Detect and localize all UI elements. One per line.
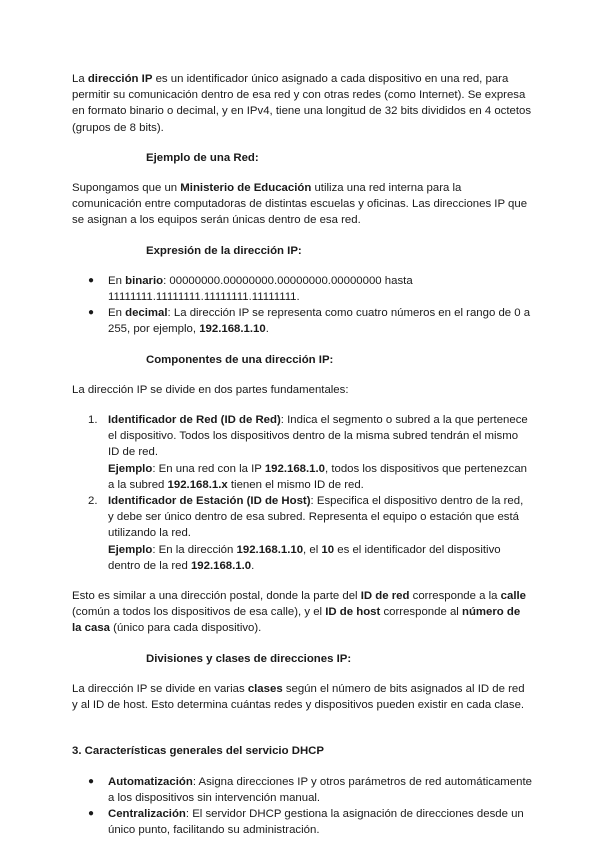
item-definition [108,412,532,461]
analogy-term: ID de host [325,606,381,619]
components-intro: La dirección IP se divide en dos partes fundamentales: [72,383,349,396]
item-term: 192.168.1.x [167,478,228,491]
item-term: 192.168.1.10 [236,543,304,556]
list-item [72,806,532,838]
item-definition [108,493,532,542]
example-heading: Ejemplo de una Red: [146,151,259,164]
analogy-text: corresponde a la [409,590,501,603]
item-term: 192.168.1.0 [264,462,326,475]
list-item [72,493,532,574]
item-text: En [108,274,126,287]
analogy-text: (común a todos los dispositivos de esa calle), y el [72,606,326,619]
intro-paragraph [72,71,532,136]
classes-paragraph [72,681,532,713]
intro-term: dirección IP [87,73,153,85]
number-marker: 2. [88,495,98,508]
example-label: Ejemplo [108,543,153,556]
item-text: : Indica el segmento o subred a la que pertenece el dispositivo. Todos los dispositivos dentro de la misma subred tendrán el mismo ID de red. [108,414,528,459]
item-text: . [251,559,255,572]
analogy-text: corresponde al [380,606,462,619]
example-text: Supongamos que un [72,182,181,195]
example-term: Ministerio de Educación [180,182,312,195]
item-text: , el [303,543,322,556]
intro-text: es un identificador único asignado a cada dispositivo en una red, para permitir su comunicación dentro de esa red y con otras redes (como Internet). Se expresa en formato binario o decimal, y en IPv4, tiene una longitud de 32 bits divididos en 4 octetos (grupos de 8 bits). [72,73,532,134]
example-label: Ejemplo [108,462,153,475]
classes-term: clases [247,682,283,695]
item-text: : En la dirección [152,543,237,556]
analogy-text: Esto es similar a una dirección postal, donde la parte del [72,590,361,603]
bullet-marker: ● [88,307,95,319]
components-list [72,412,532,574]
item-example [108,542,532,574]
item-term: decimal [125,307,168,320]
item-text: En [108,307,126,320]
item-term: Centralización [108,807,186,820]
expression-heading: Expresión de la dirección IP: [146,244,302,257]
item-example [108,461,532,493]
classes-text: La dirección IP se divide en varias [72,682,248,695]
dhcp-features-list [72,774,532,839]
list-item [72,305,532,337]
item-term: Identificador de Red (ID de Red) [108,414,281,427]
item-text: es el identificador del dispositivo dentro de la red [108,543,501,572]
item-term: 192.168.1.10 [199,323,266,336]
dhcp-section-title: 3. Características generales del servicio DHCP [72,745,324,758]
analogy-term: calle [500,590,527,603]
item-text: : El servidor DHCP gestiona la asignación de direcciones desde un único punto, facilitando su administración. [108,807,524,837]
item-text: : Asigna direcciones IP y otros parámetros de red automáticamente a los dispositivos sin intervención manual. [108,775,532,804]
expression-list [72,273,532,338]
item-text: . [265,323,269,336]
item-term: 10 [321,543,335,556]
list-item [72,412,532,493]
example-text: utiliza una red interna para la comunicación entre computadoras de distintas escuelas y oficinas. Las direcciones IP que se asignan a los equipos serán únicas dentro de esa red. [72,182,528,227]
example-paragraph [72,180,532,229]
list-item [72,774,532,806]
analogy-paragraph [72,588,532,637]
list-item [72,273,532,305]
components-heading: Componentes de una dirección IP: [146,353,334,366]
document-page [72,71,532,852]
analogy-text: (único para cada dispositivo). [110,622,262,635]
item-text: : 00000000.00000000.00000000.00000000 hasta 11111111.11111111.11111111.11111111. [108,274,413,304]
number-marker: 1. [88,414,98,427]
item-text: : Especifica el dispositivo dentro de la red, y debe ser único dentro de esa subred. Representa el equipo o estación que está utilizando la red. [108,495,524,540]
classes-heading: Divisiones y clases de direcciones IP: [146,652,352,665]
analogy-term: número de la casa [72,606,521,635]
item-text: : La dirección IP se representa como cuatro números en el rango de 0 a 255, por ejemplo, [108,307,531,336]
item-term: binario [125,274,164,287]
analogy-term: ID de red [360,590,410,603]
item-term: Identificador de Estación (ID de Host) [108,495,311,508]
intro-text: La [72,73,88,85]
item-term: Automatización [108,775,193,788]
bullet-marker: ● [88,775,95,787]
item-text: : En una red con la IP [152,462,265,475]
item-text: , todos los dispositivos que pertenezcan a la subred [108,462,528,491]
bullet-marker: ● [88,274,95,286]
classes-text: según el número de bits asignados al ID de red y al ID de host. Esto determina cuántas redes y dispositivos pueden existir en cada clase. [72,682,525,712]
bullet-marker: ● [88,807,95,819]
item-term: 192.168.1.0 [190,559,252,572]
item-text: tienen el mismo ID de red. [227,478,364,491]
